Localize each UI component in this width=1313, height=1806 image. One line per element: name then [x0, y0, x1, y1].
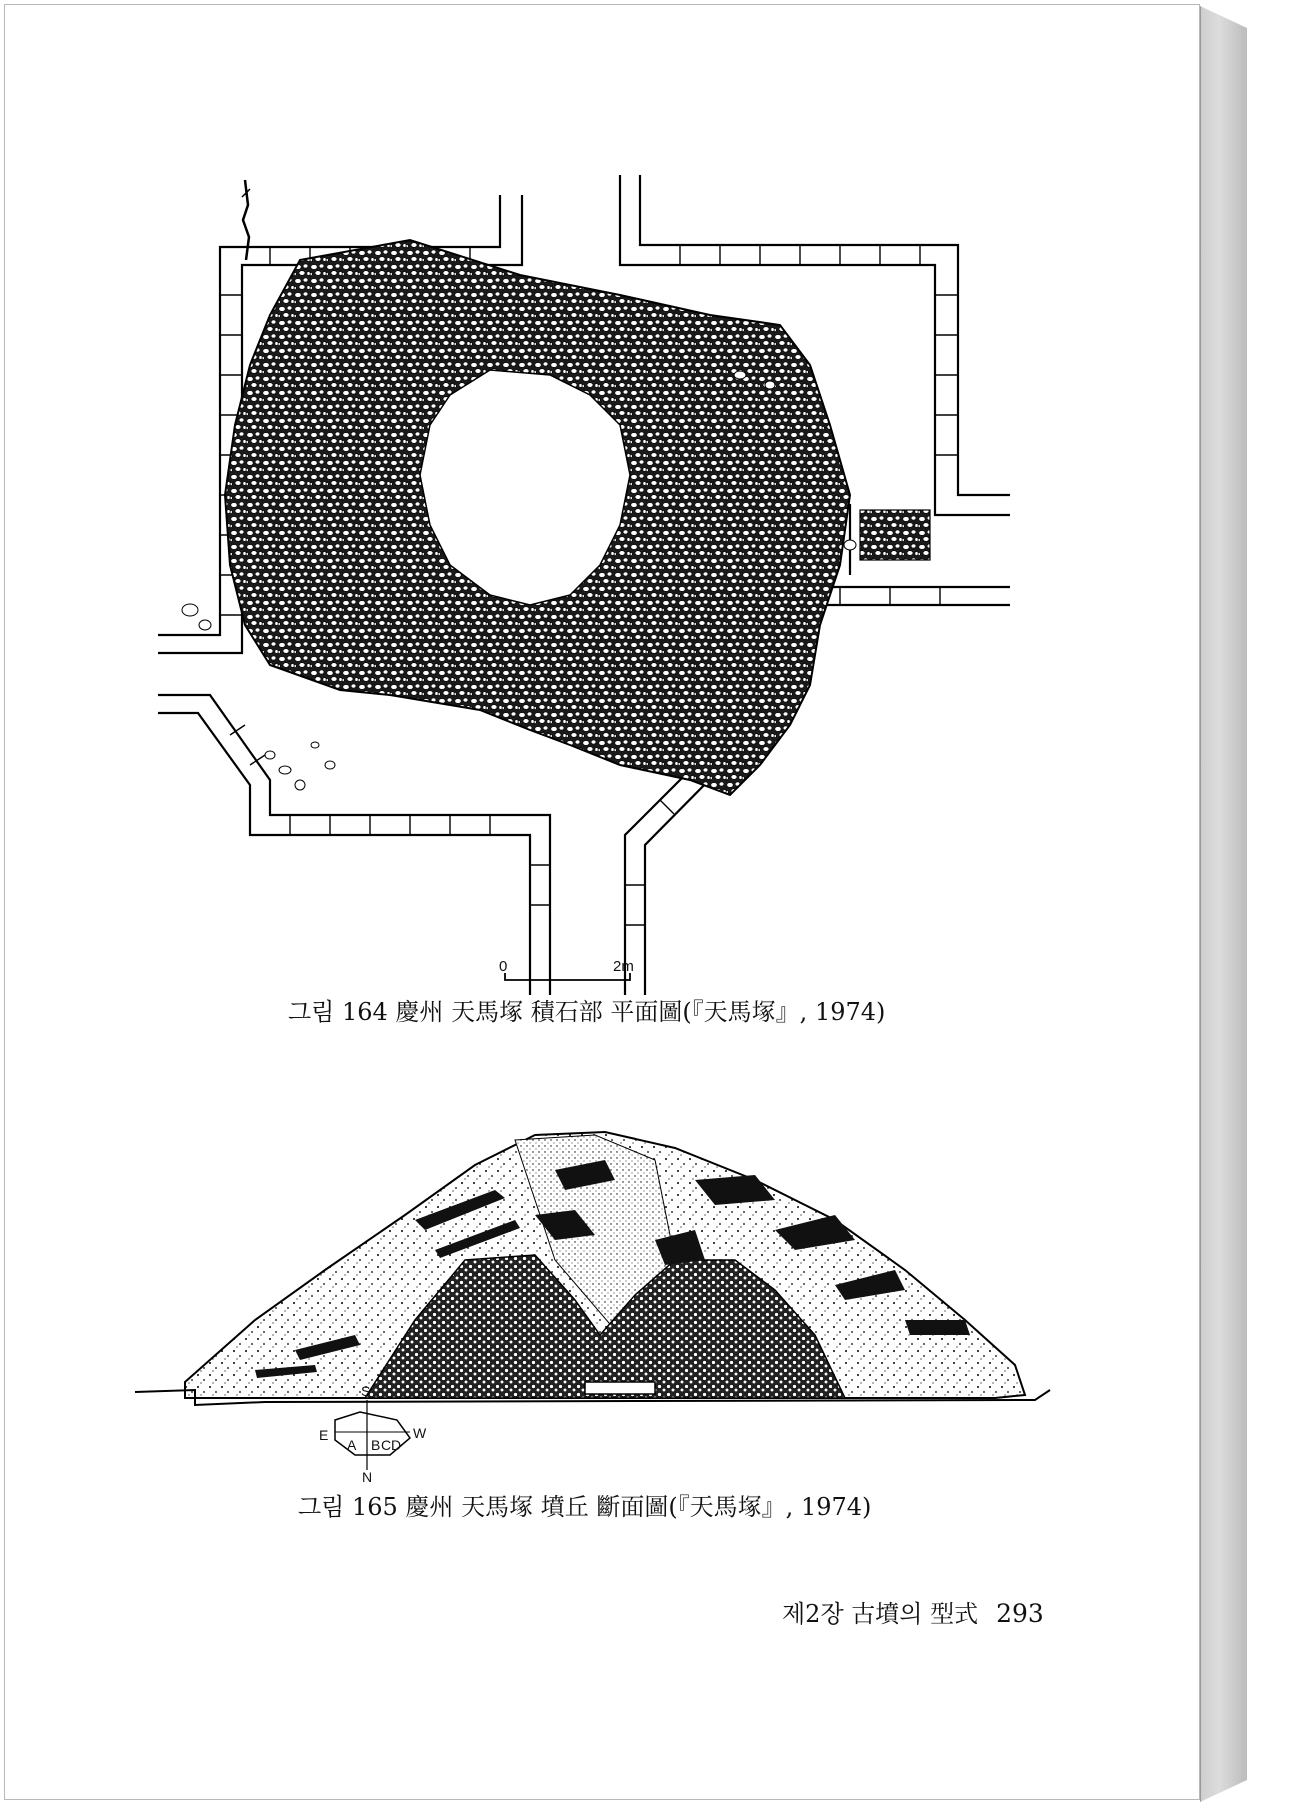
mound-section-figure	[135, 1120, 1055, 1485]
scale-start-label: 0	[499, 958, 508, 975]
compass-section-c: C	[381, 1437, 392, 1453]
page-number: 293	[996, 1599, 1044, 1628]
compass-east-label: E	[319, 1427, 329, 1443]
east-stone-cluster	[860, 510, 930, 560]
compass-north-label: N	[362, 1469, 373, 1485]
compass-south-label: S	[361, 1383, 371, 1399]
figure-165-caption: 그림 165 慶州 天馬塚 墳丘 斷面圖(『天馬塚』, 1974)	[298, 1493, 872, 1521]
figure-164-caption: 그림 164 慶州 天馬塚 積石部 平面圖(『天馬塚』, 1974)	[288, 998, 886, 1026]
compass-section-a: A	[347, 1437, 357, 1453]
scale-end-label: 2m	[613, 958, 634, 975]
running-chapter-title: 제2장 古墳의 型式	[782, 1600, 979, 1628]
stone-cairn-plan-figure	[150, 165, 1020, 975]
compass-west-label: W	[413, 1425, 427, 1441]
compass-section-d: D	[391, 1437, 402, 1453]
burial-chamber	[585, 1382, 655, 1394]
page-stack-edge	[1200, 6, 1247, 1802]
page-footer	[782, 1594, 1044, 1629]
compass-section-b: B	[371, 1437, 381, 1453]
